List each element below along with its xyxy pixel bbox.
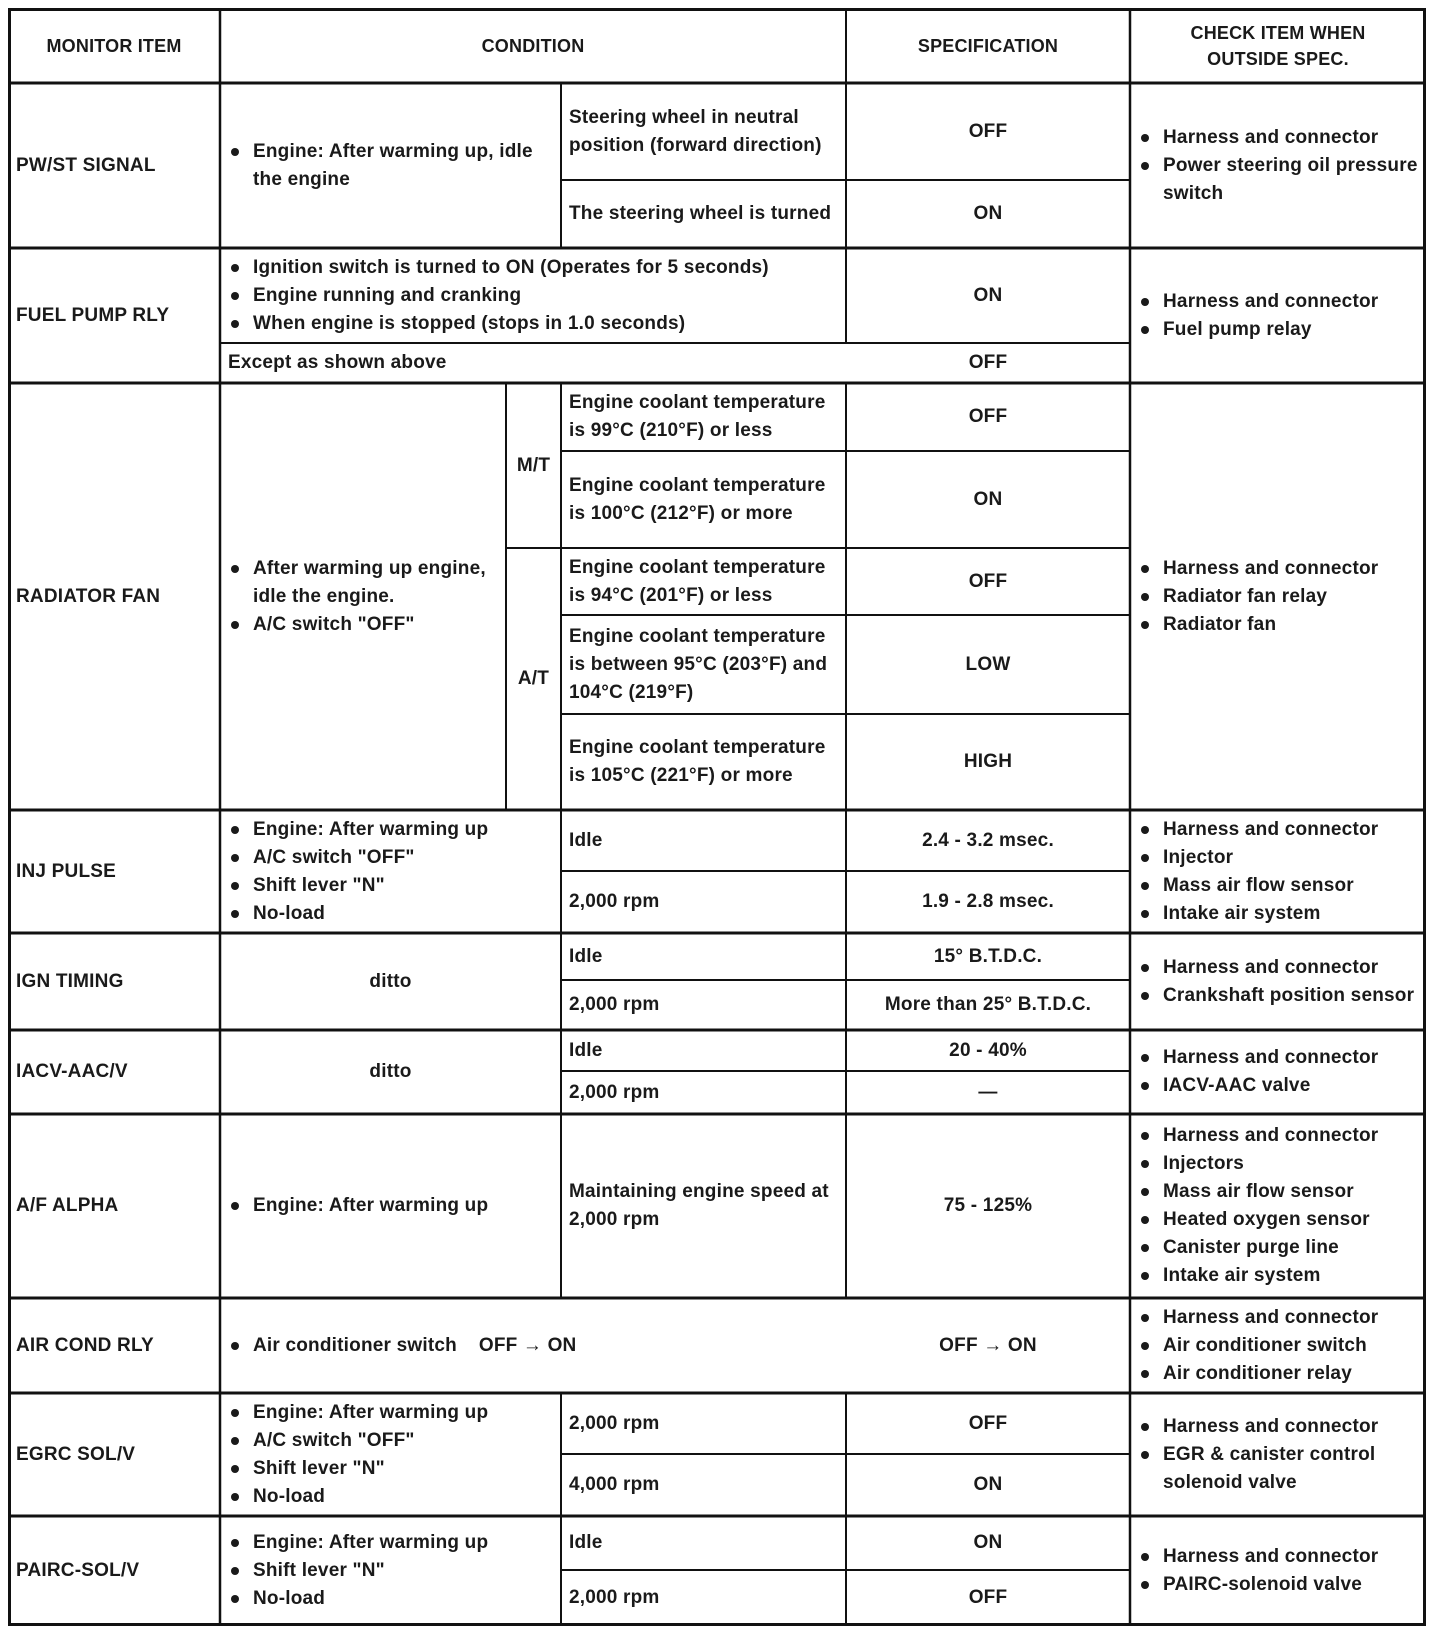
check-bullet: Canister purge line: [1138, 1234, 1378, 1262]
sub-condition: 4,000 rpm: [569, 1474, 660, 1495]
monitor-item: PW/ST SIGNAL: [16, 154, 156, 176]
condition-bullet: A/C switch "OFF": [228, 611, 498, 639]
condition-bullet: No-load: [228, 1483, 488, 1511]
check-bullet: Harness and connector: [1138, 555, 1378, 583]
spec-value: 15° B.T.D.C.: [933, 945, 1043, 967]
header-check-item-line2: OUTSIDE SPEC.: [1207, 48, 1349, 69]
condition-bullet: Shift lever "N": [228, 1557, 488, 1585]
sub-condition: Engine coolant temperature is 105°C (221°F) or more: [569, 737, 826, 786]
spec-value: OFF → ON: [939, 1334, 1037, 1356]
condition-bullet: No-load: [228, 1585, 488, 1613]
check-bullet: Heated oxygen sensor: [1138, 1206, 1378, 1234]
check-bullet: Harness and connector: [1138, 288, 1378, 316]
header-monitor-item: MONITOR ITEM: [46, 35, 182, 56]
check-bullet: Harness and connector: [1138, 816, 1378, 844]
check-items: [1130, 933, 1426, 1030]
sub-condition: Engine coolant temperature is between 95°C (203°F) and 104°C (219°F): [569, 625, 828, 703]
check-items: [1130, 1030, 1426, 1114]
condition-ditto: ditto: [369, 970, 412, 992]
check-bullet: Harness and connector: [1138, 1044, 1378, 1072]
sub-condition: Idle: [569, 829, 603, 851]
sub-condition: Engine coolant temperature is 99°C (210°F) or less: [569, 392, 826, 441]
check-bullet: Mass air flow sensor: [1138, 872, 1378, 900]
sub-condition: Maintaining engine speed at 2,000 rpm: [569, 1181, 829, 1230]
check-items: [1130, 1298, 1426, 1393]
sub-condition: 2,000 rpm: [569, 891, 660, 912]
check-bullet: Air conditioner relay: [1138, 1360, 1378, 1388]
header-condition: CONDITION: [481, 35, 585, 56]
condition-bullet: Engine: After warming up, idle the engine: [228, 138, 553, 194]
monitor-item: PAIRC-SOL/V: [16, 1560, 140, 1581]
check-bullet: Harness and connector: [1138, 1543, 1378, 1571]
sub-condition: The steering wheel is turned: [569, 203, 832, 224]
spec-value: 20 - 40%: [949, 1039, 1027, 1061]
condition: [220, 83, 561, 248]
sub-condition: Engine coolant temperature is 94°C (201°F) or less: [569, 556, 826, 606]
header-check-item-line1: CHECK ITEM WHEN: [1190, 22, 1366, 43]
check-bullet: Intake air system: [1138, 1262, 1378, 1290]
check-bullet: Intake air system: [1138, 900, 1378, 928]
sub-condition: Idle: [569, 945, 603, 967]
condition-bullet: A/C switch "OFF": [228, 844, 488, 872]
check-items: [1130, 83, 1426, 248]
condition: [220, 248, 846, 343]
check-bullet: Crankshaft position sensor: [1138, 982, 1414, 1010]
check-bullet: Harness and connector: [1138, 124, 1418, 152]
check-bullet: Harness and connector: [1138, 954, 1414, 982]
check-bullet: Injector: [1138, 844, 1378, 872]
check-bullet: Harness and connector: [1138, 1413, 1418, 1441]
check-bullet: Fuel pump relay: [1138, 316, 1378, 344]
condition-bullet: Engine: After warming up: [228, 1529, 488, 1557]
check-bullet: Radiator fan: [1138, 611, 1378, 639]
check-bullet: Harness and connector: [1138, 1122, 1378, 1150]
condition-bullet: Engine running and cranking: [228, 282, 769, 310]
header-check-item: [1130, 8, 1426, 83]
sub-condition: Idle: [569, 1039, 603, 1061]
check-items: [1130, 810, 1426, 933]
monitor-spec-table: [8, 8, 1426, 1626]
check-bullet: Injectors: [1138, 1150, 1378, 1178]
condition-bullet: Engine: After warming up: [228, 1399, 488, 1427]
check-bullet: PAIRC-solenoid valve: [1138, 1571, 1378, 1599]
check-bullet: Harness and connector: [1138, 1304, 1378, 1332]
condition-bullet: Engine: After warming up: [228, 816, 488, 844]
sub-condition: 2,000 rpm: [569, 994, 660, 1015]
condition: [220, 1393, 561, 1516]
condition-bullet: Shift lever "N": [228, 872, 488, 900]
check-bullet: EGR & canister control solenoid valve: [1138, 1441, 1418, 1497]
condition: [220, 1298, 846, 1393]
monitor-item: AIR COND RLY: [16, 1334, 154, 1356]
check-bullet: Radiator fan relay: [1138, 583, 1378, 611]
monitor-item: INJ PULSE: [16, 860, 116, 882]
sub-condition: Idle: [569, 1532, 603, 1553]
monitor-item: A/F ALPHA: [16, 1195, 119, 1216]
spec-value: LOW: [965, 653, 1011, 675]
spec-value: OFF: [968, 352, 1008, 373]
check-items: [1130, 1114, 1426, 1298]
condition-bullet: When engine is stopped (stops in 1.0 seconds): [228, 310, 769, 338]
spec-value: HIGH: [963, 751, 1013, 772]
monitor-item: IGN TIMING: [16, 970, 124, 992]
spec-value: More than 25° B.T.D.C.: [884, 994, 1092, 1015]
check-bullet: Air conditioner switch: [1138, 1332, 1378, 1360]
sub-condition: Engine coolant temperature is 100°C (212°F) or more: [569, 474, 826, 524]
check-items: [1130, 248, 1426, 383]
header-specification: SPECIFICATION: [917, 35, 1059, 56]
spec-value: OFF: [968, 1587, 1008, 1608]
spec-value: 75 - 125%: [943, 1195, 1033, 1216]
condition-bullet: Air conditioner switch OFF → ON: [228, 1332, 576, 1360]
condition-bullet: Ignition switch is turned to ON (Operates for 5 seconds): [228, 254, 769, 282]
check-bullet: Power steering oil pressure switch: [1138, 152, 1418, 208]
condition: [220, 1516, 561, 1626]
condition-bullet: A/C switch "OFF": [228, 1427, 488, 1455]
spec-value: ON: [973, 203, 1003, 224]
check-bullet: Mass air flow sensor: [1138, 1178, 1378, 1206]
check-items: [1130, 1516, 1426, 1626]
check-bullet: IACV-AAC valve: [1138, 1072, 1378, 1100]
spec-value: ON: [973, 1474, 1003, 1495]
spec-value: ON: [973, 284, 1003, 306]
sub-condition: Steering wheel in neutral position (forward direction): [569, 106, 822, 156]
condition-bullet: Engine: After warming up: [228, 1192, 488, 1220]
condition: [220, 1114, 561, 1298]
spec-value: ON: [973, 1532, 1003, 1553]
monitor-item: FUEL PUMP RLY: [16, 304, 170, 326]
spec-value: 1.9 - 2.8 msec.: [922, 891, 1054, 912]
monitor-item: IACV-AAC/V: [16, 1061, 128, 1082]
condition-bullet: Shift lever "N": [228, 1455, 488, 1483]
spec-value: OFF: [968, 570, 1008, 592]
spec-value: OFF: [968, 120, 1008, 142]
monitor-item: EGRC SOL/V: [16, 1443, 136, 1465]
spec-value: ON: [973, 488, 1003, 510]
spec-value: OFF: [968, 1412, 1008, 1434]
sub-condition: 2,000 rpm: [569, 1412, 660, 1434]
except-condition: Except as shown above: [228, 352, 447, 373]
sub-condition: 2,000 rpm: [569, 1081, 660, 1103]
monitor-item: RADIATOR FAN: [16, 585, 161, 607]
check-items: [1130, 1393, 1426, 1516]
spec-value: 2.4 - 3.2 msec.: [922, 829, 1054, 851]
transmission-at-label: A/T: [517, 668, 550, 689]
sub-condition: 2,000 rpm: [569, 1587, 660, 1608]
condition-ditto: ditto: [369, 1061, 412, 1082]
check-items: [1130, 383, 1426, 810]
condition-bullet: No-load: [228, 900, 488, 928]
condition-bullet: After warming up engine, idle the engine.: [228, 555, 498, 611]
transmission-mt-label: M/T: [516, 454, 551, 476]
spec-value: OFF: [968, 406, 1008, 427]
condition: [220, 810, 561, 933]
condition: [220, 383, 506, 810]
spec-value: —: [978, 1081, 998, 1103]
